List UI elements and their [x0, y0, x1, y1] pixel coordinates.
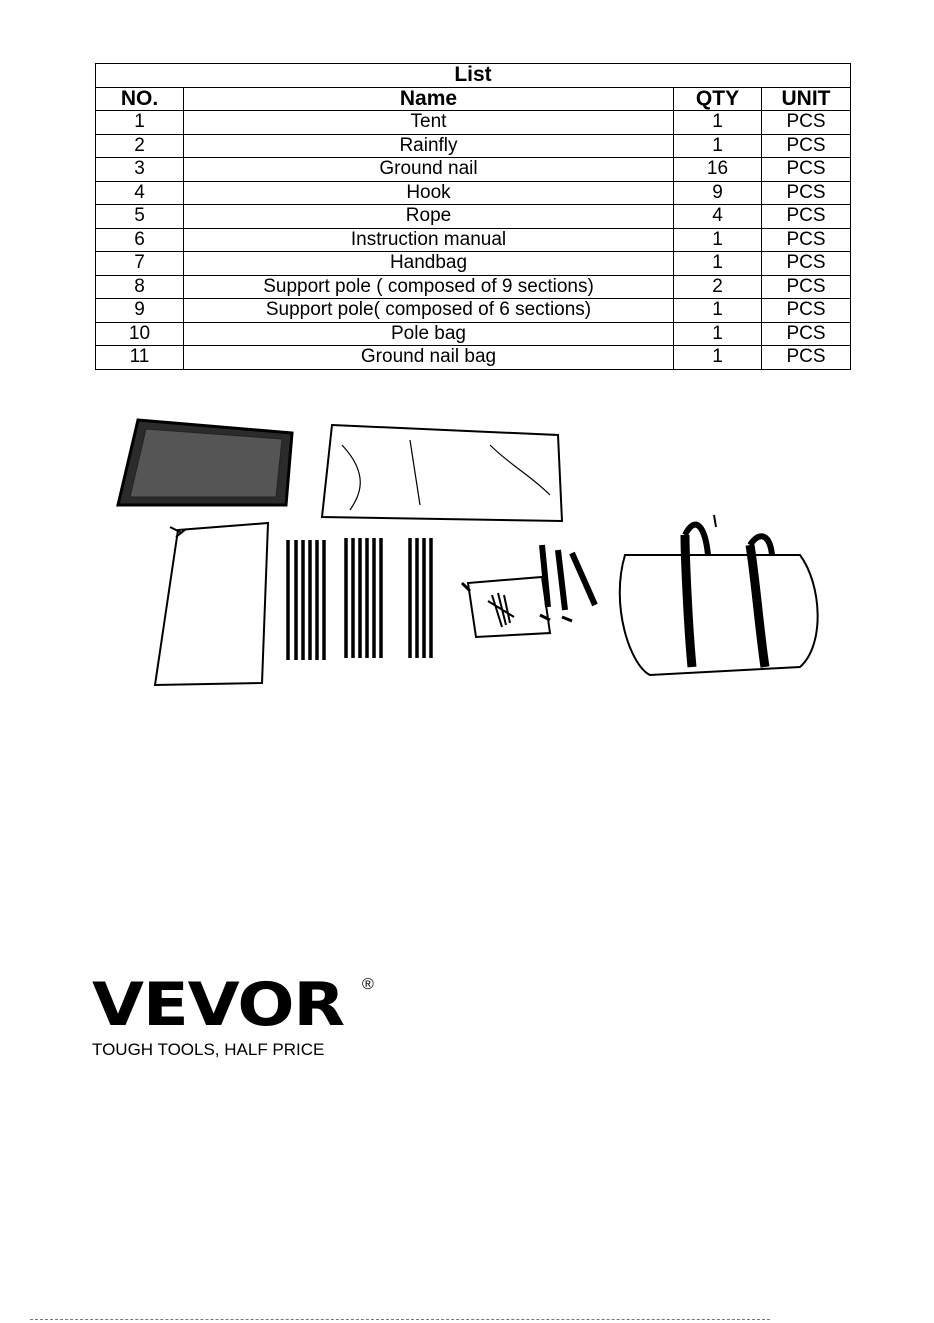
cell-qty: 1 [674, 228, 762, 252]
cell-qty: 1 [674, 134, 762, 158]
cell-name: Rainfly [184, 134, 674, 158]
cell-no: 8 [96, 275, 184, 299]
parts-illustration [110, 405, 830, 695]
table-title-row [96, 64, 851, 88]
header-qty: QTY [674, 87, 762, 111]
support-poles-drawing [288, 538, 431, 660]
cell-no: 11 [96, 346, 184, 370]
parts-list-table [95, 63, 851, 370]
cell-no: 7 [96, 252, 184, 276]
tent-drawing [118, 420, 292, 505]
registered-mark: ® [362, 976, 374, 993]
cell-unit: PCS [762, 158, 851, 182]
hooks-ropes-drawing [540, 545, 595, 621]
cell-unit: PCS [762, 346, 851, 370]
table-row [96, 275, 851, 299]
cell-qty: 16 [674, 158, 762, 182]
cell-unit: PCS [762, 181, 851, 205]
cell-unit: PCS [762, 299, 851, 323]
cell-qty: 1 [674, 346, 762, 370]
table-row [96, 181, 851, 205]
cell-qty: 1 [674, 111, 762, 135]
cell-name: Ground nail bag [184, 346, 674, 370]
cell-no: 9 [96, 299, 184, 323]
cell-no: 1 [96, 111, 184, 135]
cell-qty: 1 [674, 322, 762, 346]
cell-name: Support pole ( composed of 9 sections) [184, 275, 674, 299]
table-row [96, 134, 851, 158]
cell-qty: 1 [674, 299, 762, 323]
cell-unit: PCS [762, 322, 851, 346]
cell-name: Handbag [184, 252, 674, 276]
handbag-drawing [620, 515, 818, 675]
table-header-row [96, 87, 851, 111]
table-title: List [96, 64, 851, 88]
table-row [96, 158, 851, 182]
table-row [96, 322, 851, 346]
brand-tagline: TOUGH TOOLS, HALF PRICE [92, 1040, 325, 1059]
cell-qty: 1 [674, 252, 762, 276]
pole-bag-drawing [155, 523, 268, 685]
brand-wordmark: VEVOR [92, 970, 345, 1040]
cell-qty: 2 [674, 275, 762, 299]
cell-name: Hook [184, 181, 674, 205]
header-no: NO. [96, 87, 184, 111]
cell-name: Pole bag [184, 322, 674, 346]
cell-unit: PCS [762, 252, 851, 276]
cell-no: 6 [96, 228, 184, 252]
cell-unit: PCS [762, 134, 851, 158]
footer-divider [30, 1319, 770, 1320]
table-row [96, 111, 851, 135]
cell-qty: 4 [674, 205, 762, 229]
cell-name: Tent [184, 111, 674, 135]
table-row [96, 346, 851, 370]
cell-unit: PCS [762, 228, 851, 252]
cell-name: Support pole( composed of 6 sections) [184, 299, 674, 323]
cell-no: 5 [96, 205, 184, 229]
cell-name: Ground nail [184, 158, 674, 182]
cell-unit: PCS [762, 205, 851, 229]
table-row [96, 299, 851, 323]
cell-no: 10 [96, 322, 184, 346]
cell-name: Instruction manual [184, 228, 674, 252]
cell-name: Rope [184, 205, 674, 229]
cell-unit: PCS [762, 275, 851, 299]
cell-qty: 9 [674, 181, 762, 205]
header-name: Name [184, 87, 674, 111]
cell-unit: PCS [762, 111, 851, 135]
rainfly-drawing [322, 425, 562, 521]
ground-nail-bag-drawing [462, 577, 550, 637]
vevor-logo [92, 970, 392, 1065]
cell-no: 4 [96, 181, 184, 205]
table-row [96, 205, 851, 229]
cell-no: 3 [96, 158, 184, 182]
table-row [96, 252, 851, 276]
header-unit: UNIT [762, 87, 851, 111]
table-row [96, 228, 851, 252]
cell-no: 2 [96, 134, 184, 158]
